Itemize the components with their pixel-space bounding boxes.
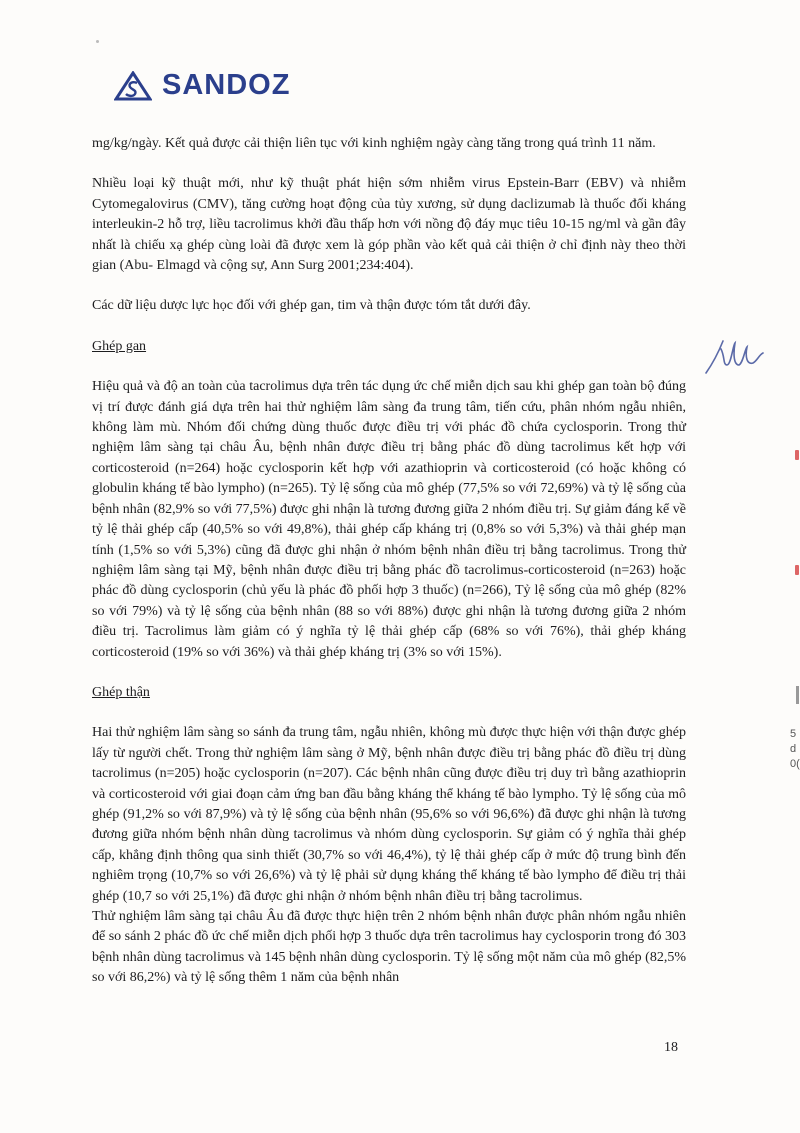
section-heading-liver: Ghép gan: [92, 338, 147, 354]
paragraph-summary: Các dữ liệu dược lực học đối với ghép gan, tim và thận được tóm tắt dưới đây.: [92, 298, 531, 314]
margin-line: [796, 686, 799, 704]
paragraph-liver-trials: Hiệu quả và độ an toàn của tacrolimus dựa trên tác dụng ức chế miễn dịch sau khi ghép gan toàn bộ đúng vị trí được đánh giá dựa trên hai thử nghiệm lâm sàng đa trung tâm, tiến cứu, phân nhóm ngẫu nhiên, không làm mù. Nhóm đối chứng dùng thuốc được điều trị với phác đồ chứa cyclosporin. Trong thử nghiệm lâm sàng tại châu Âu, bệnh nhân được điều trị bằng phác đồ dùng tacrolimus kết hợp với corticosteroid (n=264) hoặc cyclosporin kết hợp với azathioprin và corticosteroid (có hoặc không có globulin kháng tế bào lympho) (n=265). Tỷ lệ sống của mô ghép (77,5% so với 72,69%) và tỷ lệ sống của bệnh nhân (82,9% so với 77,5%) được ghi nhận là tương đương giữa 2 nhóm điều trị. Sự giảm đáng kể về tỷ lệ thải ghép cấp (40,5% so với 49,8%), thải ghép cấp kháng trị (0,8% so với 5,3%) và thải ghép mạn tính (1,5% so với 5,3%) cũng đã được ghi nhận ở nhóm bệnh nhân điều trị bằng tacrolimus. Trong thử nghiệm lâm sàng tại Mỹ, bệnh nhân được điều trị bằng phác đồ tacrolimus-corticosteroid (n=263) hoặc phác đồ dùng cyclosporin (chủ yếu là phác đồ phối hợp 3 thuốc) (n=266), Tỷ lệ sống của mô ghép (82% so với 79%) và tỷ lệ sống của bệnh nhân (88 so với 88%) được ghi nhận là tương đương giữa 2 nhóm điều trị. Tacrolimus làm giảm có ý nghĩa tỷ lệ thải ghép cấp (68% so với 76%), thải ghép kháng corticosteroid (19% so với 36%) và thải ghép kháng trị (3% so với 15%).: [92, 379, 686, 660]
sandoz-triangle-logo-icon: [114, 71, 152, 101]
paragraph-intro: mg/kg/ngày. Kết quả được cải thiện liên tục với kinh nghiệm ngày càng tăng trong quá trình 11 năm.: [92, 136, 656, 151]
document-body: [92, 134, 686, 989]
page-number: 18: [664, 1040, 678, 1055]
paragraph-kidney-us-trial: Hai thử nghiệm lâm sàng so sánh đa trung tâm, ngẫu nhiên, không mù được thực hiện với thận được ghép lấy từ người chết. Trong thử nghiệm lâm sàng ở Mỹ, bệnh nhân được điều trị bằng phác đồ điều trị dùng tacrolimus (n=205) hoặc cyclosporin (n=207). Các bệnh nhân cũng được điều trị duy trì bằng azathioprin và corticosteroid với giai đoạn cảm ứng ban đầu bằng kháng thể kháng tế bào lympho. Tỷ lệ sống của mô ghép (91,2% so với 87,9%) và tỷ lệ sống của bệnh nhân (95,6% so với 96,6%) đã được ghi nhận là tương đương giữa nhóm bệnh nhân dùng tacrolimus và nhóm dùng cyclosporin. Sự giảm có ý nghĩa thải ghép cấp, khẳng định thông qua sinh thiết (30,7% so với 46,4%), tỷ lệ thải ghép cấp ở mức độ trung bình đến nghiêm trọng (10,7% so với 26,6%) và tỷ lệ phải sử dụng kháng thể kháng tế bào lympho để điều trị thải ghép (10,7 so với 25,1%) đã được ghi nhận ở nhóm bệnh nhân điều trị bằng tacrolimus.: [92, 725, 686, 904]
logo-wordmark: SANDOZ: [162, 69, 291, 101]
margin-color-mark: [795, 450, 799, 460]
margin-color-mark: [795, 565, 799, 575]
paragraph-new-techniques: Nhiều loại kỹ thuật mới, như kỹ thuật phát hiện sớm nhiễm virus Epstein-Barr (EBV) và nhiễm Cytomegalovirus (CMV), tăng cường hoạt động của tủy xương, sử dụng daclizumab là thuốc đối kháng interleukin-2 hỗ trợ, liều tacrolimus khởi đầu thấp hơn với nồng độ đáy mục tiêu 10-15 ng/ml và gần đây nhất là chiếu xạ ghép cùng loài đã được xem là góp phần vào kết quả cải thiện ở chỉ định này theo thời gian (Abu- Elmagd và cộng sự, Ann Surg 2001;234:404).: [92, 176, 686, 274]
margin-mark: 5: [790, 728, 797, 740]
scan-speck: [96, 40, 99, 43]
margin-mark: 0(: [790, 758, 800, 770]
sandoz-logo: [114, 69, 290, 102]
handwritten-initials: [703, 335, 767, 377]
margin-mark: d: [790, 743, 797, 755]
paragraph-kidney-eu-trial: Thử nghiệm lâm sàng tại châu Âu đã được thực hiện trên 2 nhóm bệnh nhân được phân nhóm ngẫu nhiên để so sánh 2 phác đồ ức chế miễn dịch phối hợp 3 thuốc dựa trên tacrolimus hay cyclosporin trong đó 303 bệnh nhân dùng tacrolimus và 145 bệnh nhân dùng cyclosporin. Tỷ lệ sống một năm của mô ghép (82,5% so với 86,2%) và tỷ lệ sống thêm 1 năm của bệnh nhân: [92, 909, 686, 986]
section-heading-kidney: Ghép thận: [92, 684, 150, 700]
